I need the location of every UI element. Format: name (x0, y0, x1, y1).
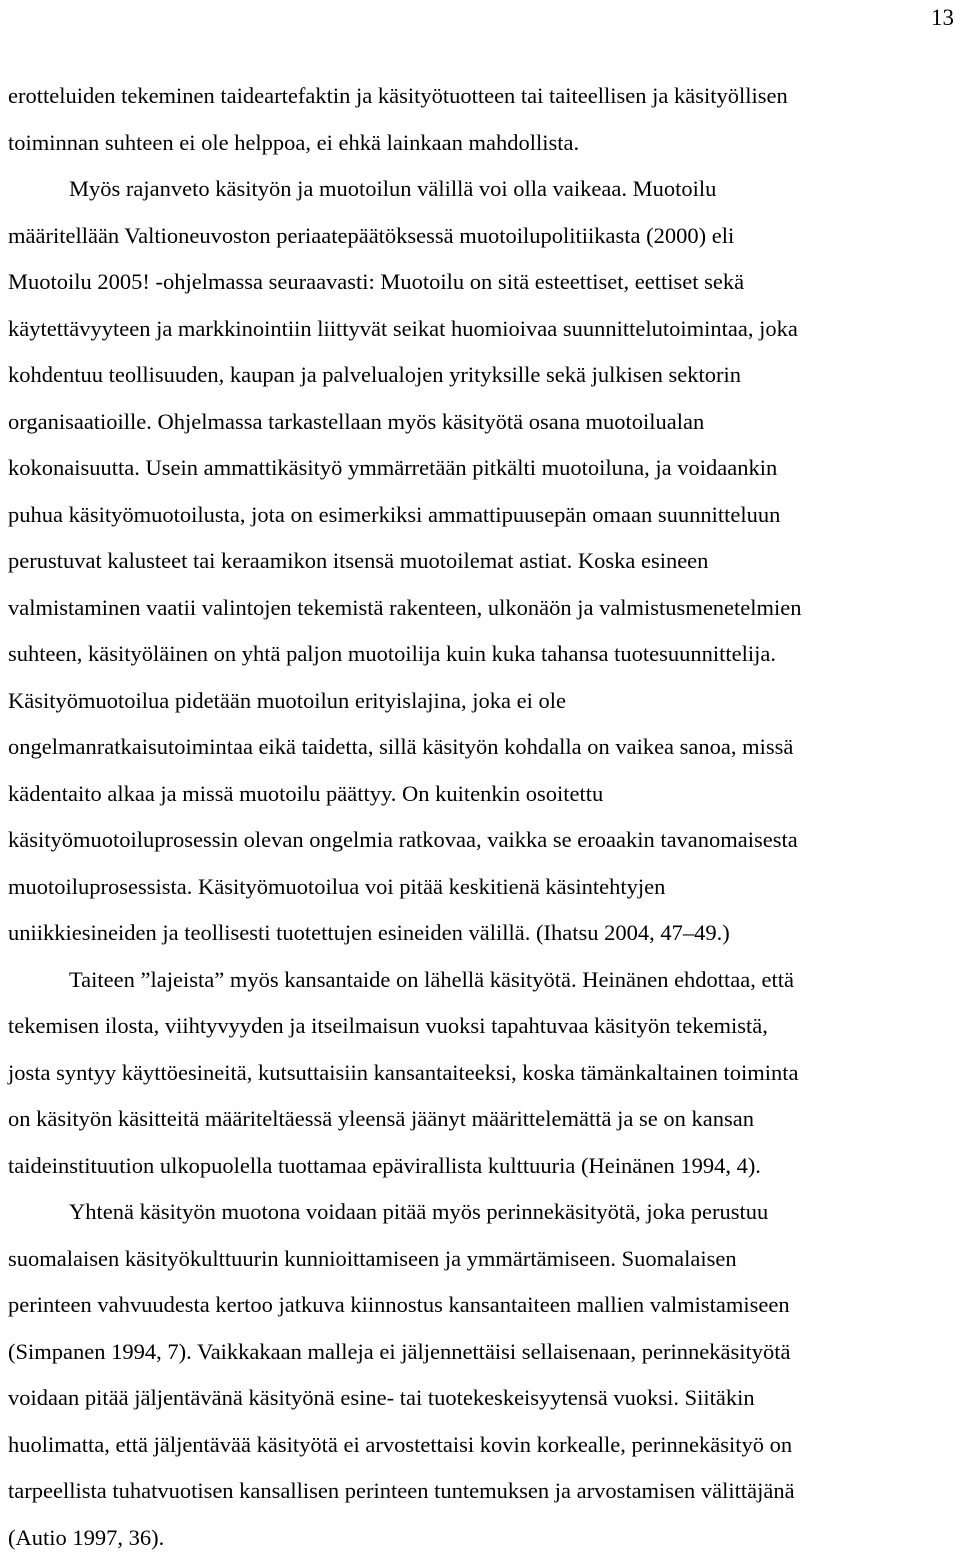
text-line: uniikkiesineiden ja teollisesti tuotettujen esineiden välillä. (Ihatsu 2004, 47–49.) (8, 910, 958, 957)
text-line: organisaatioille. Ohjelmassa tarkastellaan myös käsityötä osana muotoilualan (8, 399, 958, 446)
text-line: toiminnan suhteen ei ole helppoa, ei ehkä lainkaan mahdollista. (8, 120, 958, 167)
text-line: Yhtenä käsityön muotona voidaan pitää myös perinnekäsityötä, joka perustuu (8, 1189, 958, 1236)
text-line: suhteen, käsityöläinen on yhtä paljon muotoilija kuin kuka tahansa tuotesuunnittelija. (8, 631, 958, 678)
text-line: kädentaito alkaa ja missä muotoilu päättyy. On kuitenkin osoitettu (8, 771, 958, 818)
text-line: josta syntyy käyttöesineitä, kutsuttaisiin kansantaiteeksi, koska tämänkaltainen toiminta (8, 1050, 958, 1097)
text-line: taideinstituution ulkopuolella tuottamaa epävirallista kulttuuria (Heinänen 1994, 4). (8, 1143, 958, 1190)
text-line: valmistaminen vaatii valintojen tekemistä rakenteen, ulkonäön ja valmistusmenetelmien (8, 585, 958, 632)
text-line: voidaan pitää jäljentävänä käsityönä esine- tai tuotekeskeisyytensä vuoksi. Siitäkin (8, 1375, 958, 1422)
text-line: ongelmanratkaisutoimintaa eikä taidetta, sillä käsityön kohdalla on vaikea sanoa, missä (8, 724, 958, 771)
text-line: Myös rajanveto käsityön ja muotoilun välillä voi olla vaikeaa. Muotoilu (8, 166, 958, 213)
text-line: tarpeellista tuhatvuotisen kansallisen perinteen tuntemuksen ja arvostamisen välittäjänä (8, 1468, 958, 1515)
text-line: puhua käsityömuotoilusta, jota on esimerkiksi ammattipuusepän omaan suunnitteluun (8, 492, 958, 539)
text-line: huolimatta, että jäljentävää käsityötä ei arvostettaisi kovin korkealle, perinnekäsityö on (8, 1422, 958, 1469)
text-line: Taiteen ”lajeista” myös kansantaide on lähellä käsityötä. Heinänen ehdottaa, että (8, 957, 958, 1004)
text-line: Muotoilu 2005! -ohjelmassa seuraavasti: Muotoilu on sitä esteettiset, eettiset sekä (8, 259, 958, 306)
text-line: kokonaisuutta. Usein ammattikäsityö ymmärretään pitkälti muotoiluna, ja voidaankin (8, 445, 958, 492)
text-line: tekemisen ilosta, viihtyvyyden ja itseilmaisun vuoksi tapahtuvaa käsityön tekemistä, (8, 1003, 958, 1050)
text-line: määritellään Valtioneuvoston periaatepäätöksessä muotoilupolitiikasta (2000) eli (8, 213, 958, 260)
text-line: (Simpanen 1994, 7). Vaikkakaan malleja ei jäljennettäisi sellaisenaan, perinnekäsityötä (8, 1329, 958, 1376)
text-line: muotoiluprosessista. Käsityömuotoilua voi pitää keskitienä käsintehtyjen (8, 864, 958, 911)
body-text (8, 73, 958, 1561)
text-line: perinteen vahvuudesta kertoo jatkuva kiinnostus kansantaiteen mallien valmistamiseen (8, 1282, 958, 1329)
text-line: on käsityön käsitteitä määriteltäessä yleensä jäänyt määrittelemättä ja se on kansan (8, 1096, 958, 1143)
text-line: perustuvat kalusteet tai keraamikon itsensä muotoilemat astiat. Koska esineen (8, 538, 958, 585)
text-line: kohdentuu teollisuuden, kaupan ja palvelualojen yrityksille sekä julkisen sektorin (8, 352, 958, 399)
text-line: suomalaisen käsityökulttuurin kunnioittamiseen ja ymmärtämiseen. Suomalaisen (8, 1236, 958, 1283)
text-line: (Autio 1997, 36). (8, 1515, 958, 1561)
page-number: 13 (931, 4, 954, 32)
text-line: Käsityömuotoilua pidetään muotoilun erityislajina, joka ei ole (8, 678, 958, 725)
text-line: käsityömuotoiluprosessin olevan ongelmia ratkovaa, vaikka se eroaakin tavanomaisesta (8, 817, 958, 864)
text-line: erotteluiden tekeminen taideartefaktin ja käsityötuotteen tai taiteellisen ja käsityöllisen (8, 73, 958, 120)
text-line: käytettävyyteen ja markkinointiin liittyvät seikat huomioivaa suunnittelutoimintaa, joka (8, 306, 958, 353)
